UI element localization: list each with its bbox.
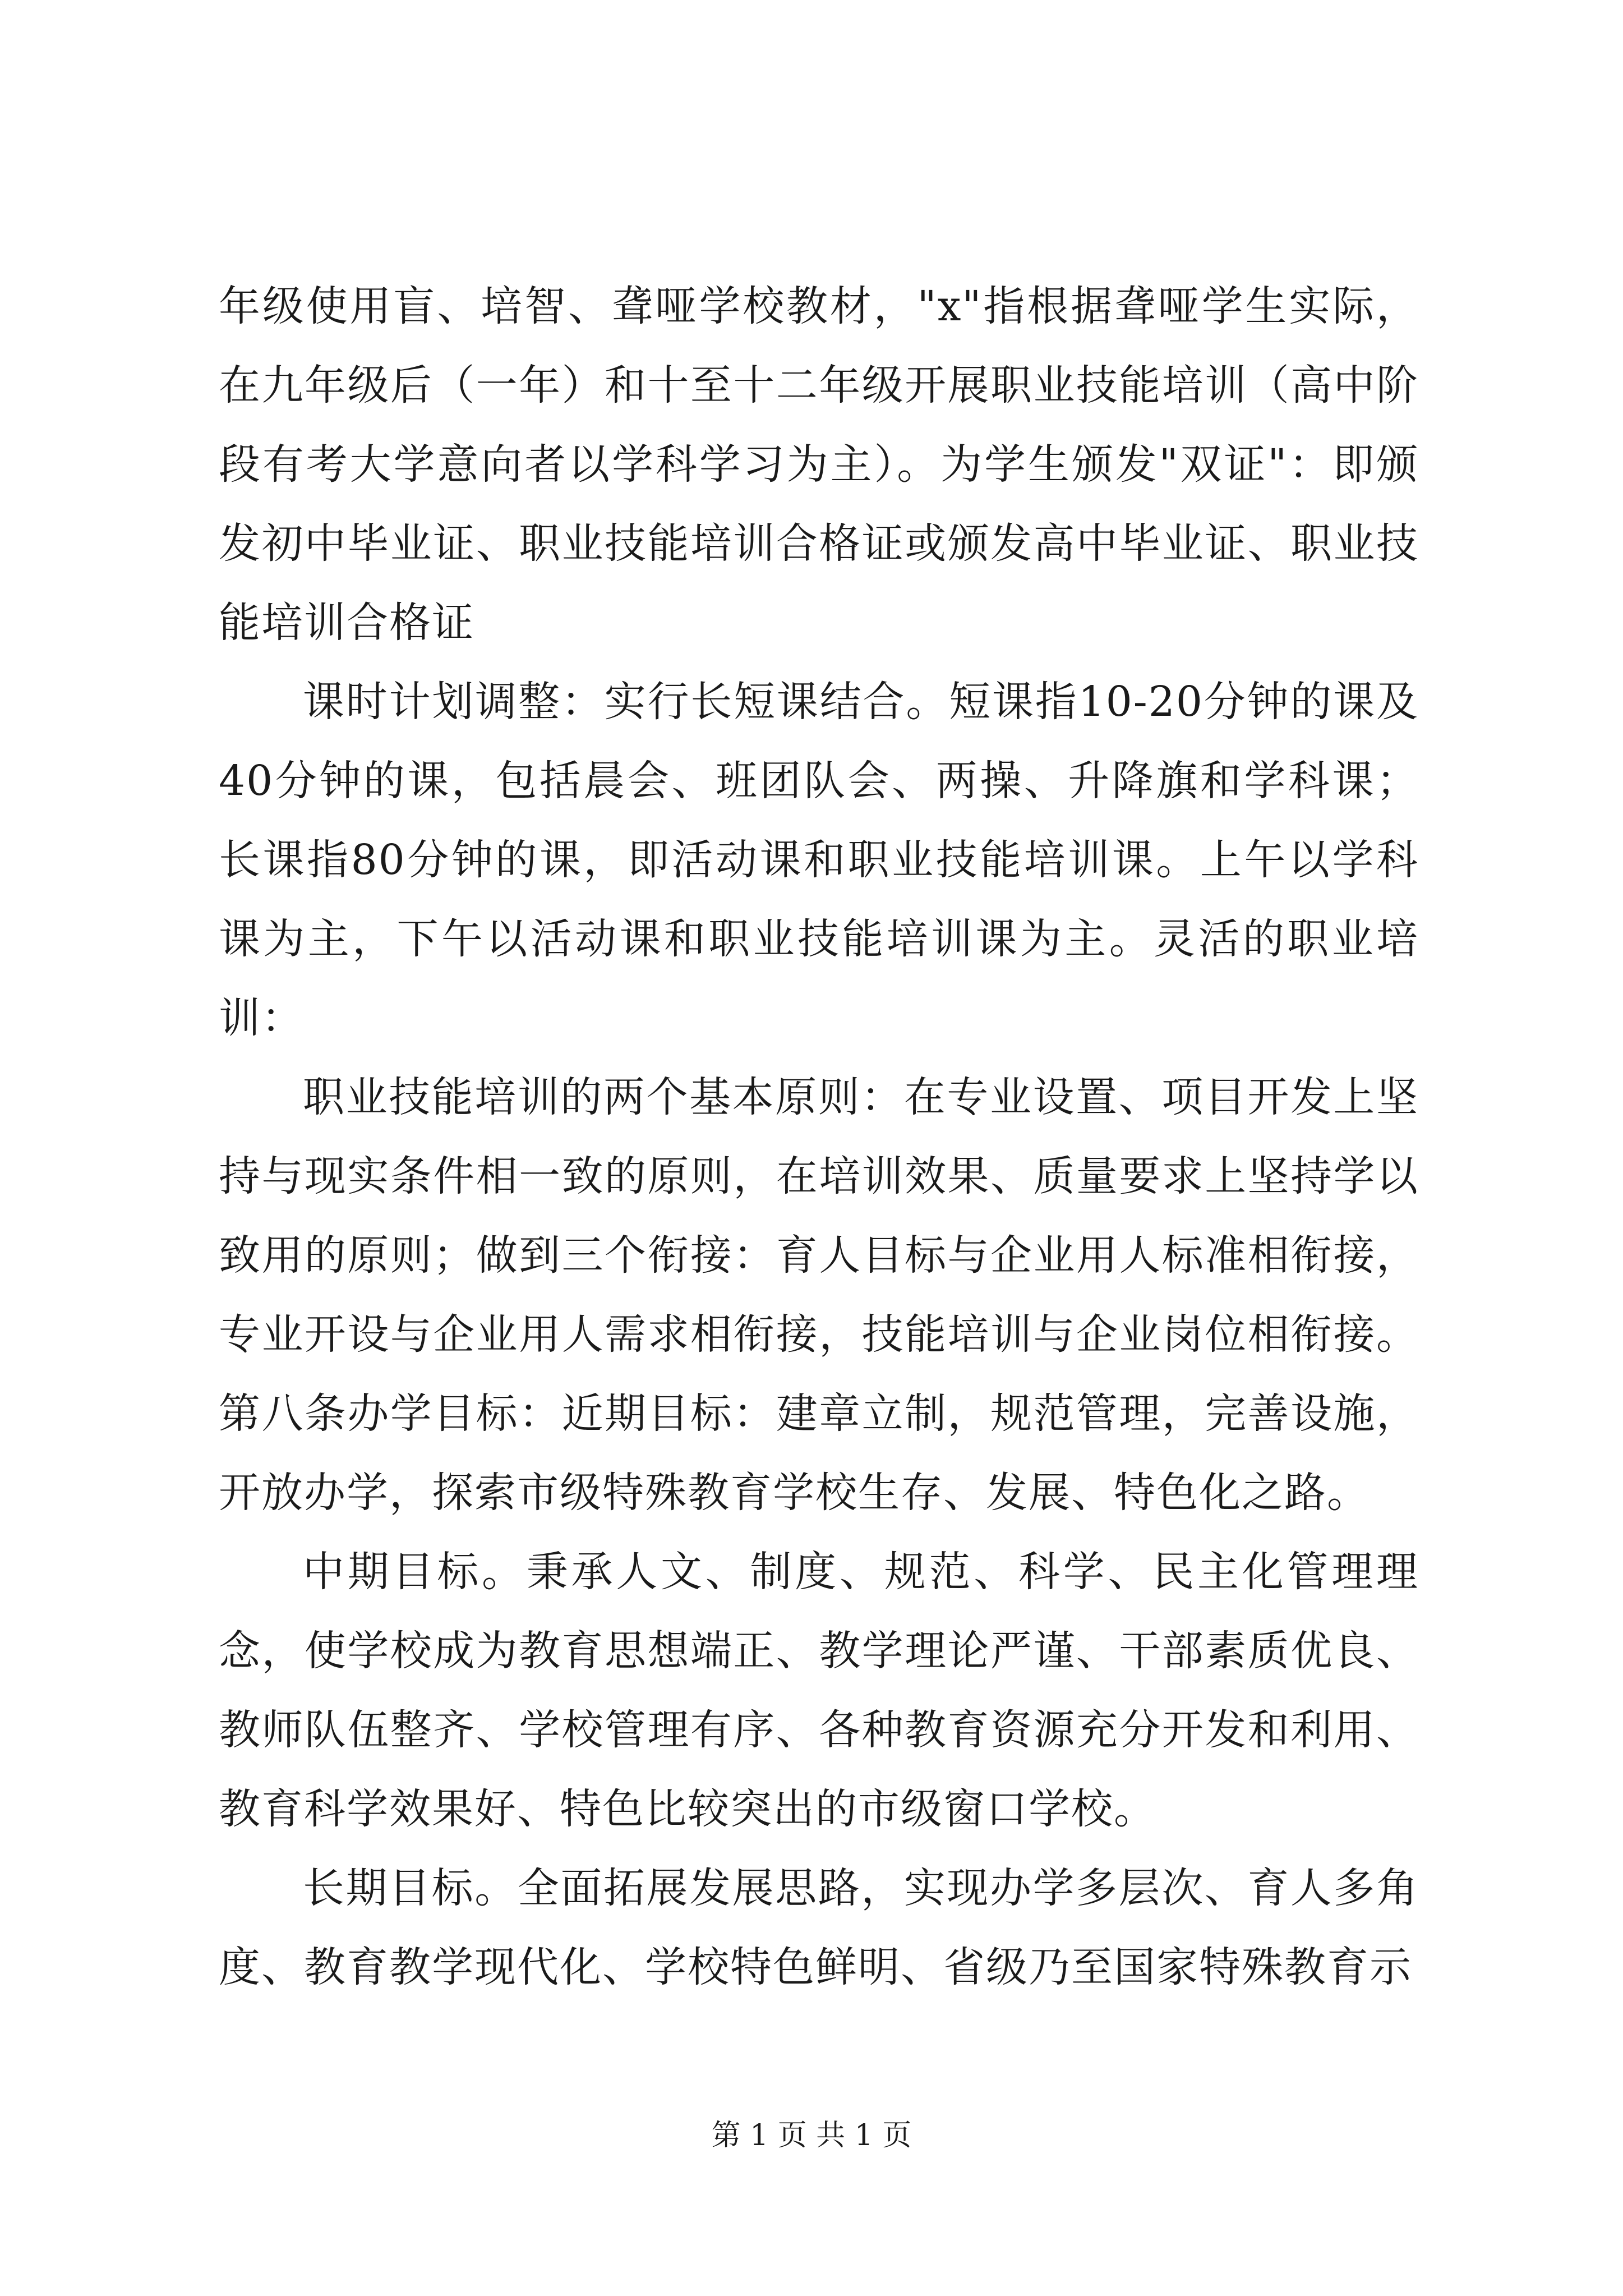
page-footer: 第 1 页 共 1 页	[711, 2119, 912, 2152]
document-body	[219, 267, 1419, 2007]
paragraph-mid-term-goal: 中期目标。秉承人文、制度、规范、科学、民主化管理理念，使学校成为教育思想端正、教学理论严谨、干部素质优良、教师队伍整齐、学校管理有序、各种教育资源充分开发和利用、教育科学效果好、特色比较突出的市级窗口学校。	[219, 1548, 1419, 1833]
paragraph-class-schedule: 课时计划调整：实行长短课结合。短课指10-20分钟的课及40分钟的课，包括晨会、班团队会、两操、升降旗和学科课；长课指80分钟的课，即活动课和职业技能培训课。上午以学科课为主，下午以活动课和职业技能培训课为主。灵活的职业培训：	[219, 678, 1419, 1042]
paragraph-vocational-training: 职业技能培训的两个基本原则：在专业设置、项目开发上坚持与现实条件相一致的原则，在培训效果、质量要求上坚持学以致用的原则；做到三个衔接：育人目标与企业用人标准相衔接，专业开设与企业用人需求相衔接，技能培训与企业岗位相衔接。第八条办学目标：近期目标：建章立制，规范管理，完善设施，开放办学，探索市级特殊教育学校生存、发展、特色化之路。	[219, 1073, 1419, 1517]
paragraph-long-term-goal: 长期目标。全面拓展发展思路，实现办学多层次、育人多角度、教育教学现代化、学校特色鲜明、省级乃至国家特殊教育示	[219, 1864, 1419, 1991]
paragraph-curriculum: 年级使用盲、培智、聋哑学校教材，"x"指根据聋哑学生实际，在九年级后（一年）和十至十二年级开展职业技能培训（高中阶段有考大学意向者以学科学习为主）。为学生颁发"双证"：即颁发初中毕业证、职业技能培训合格证或颁发高中毕业证、职业技能培训合格证	[219, 282, 1419, 647]
